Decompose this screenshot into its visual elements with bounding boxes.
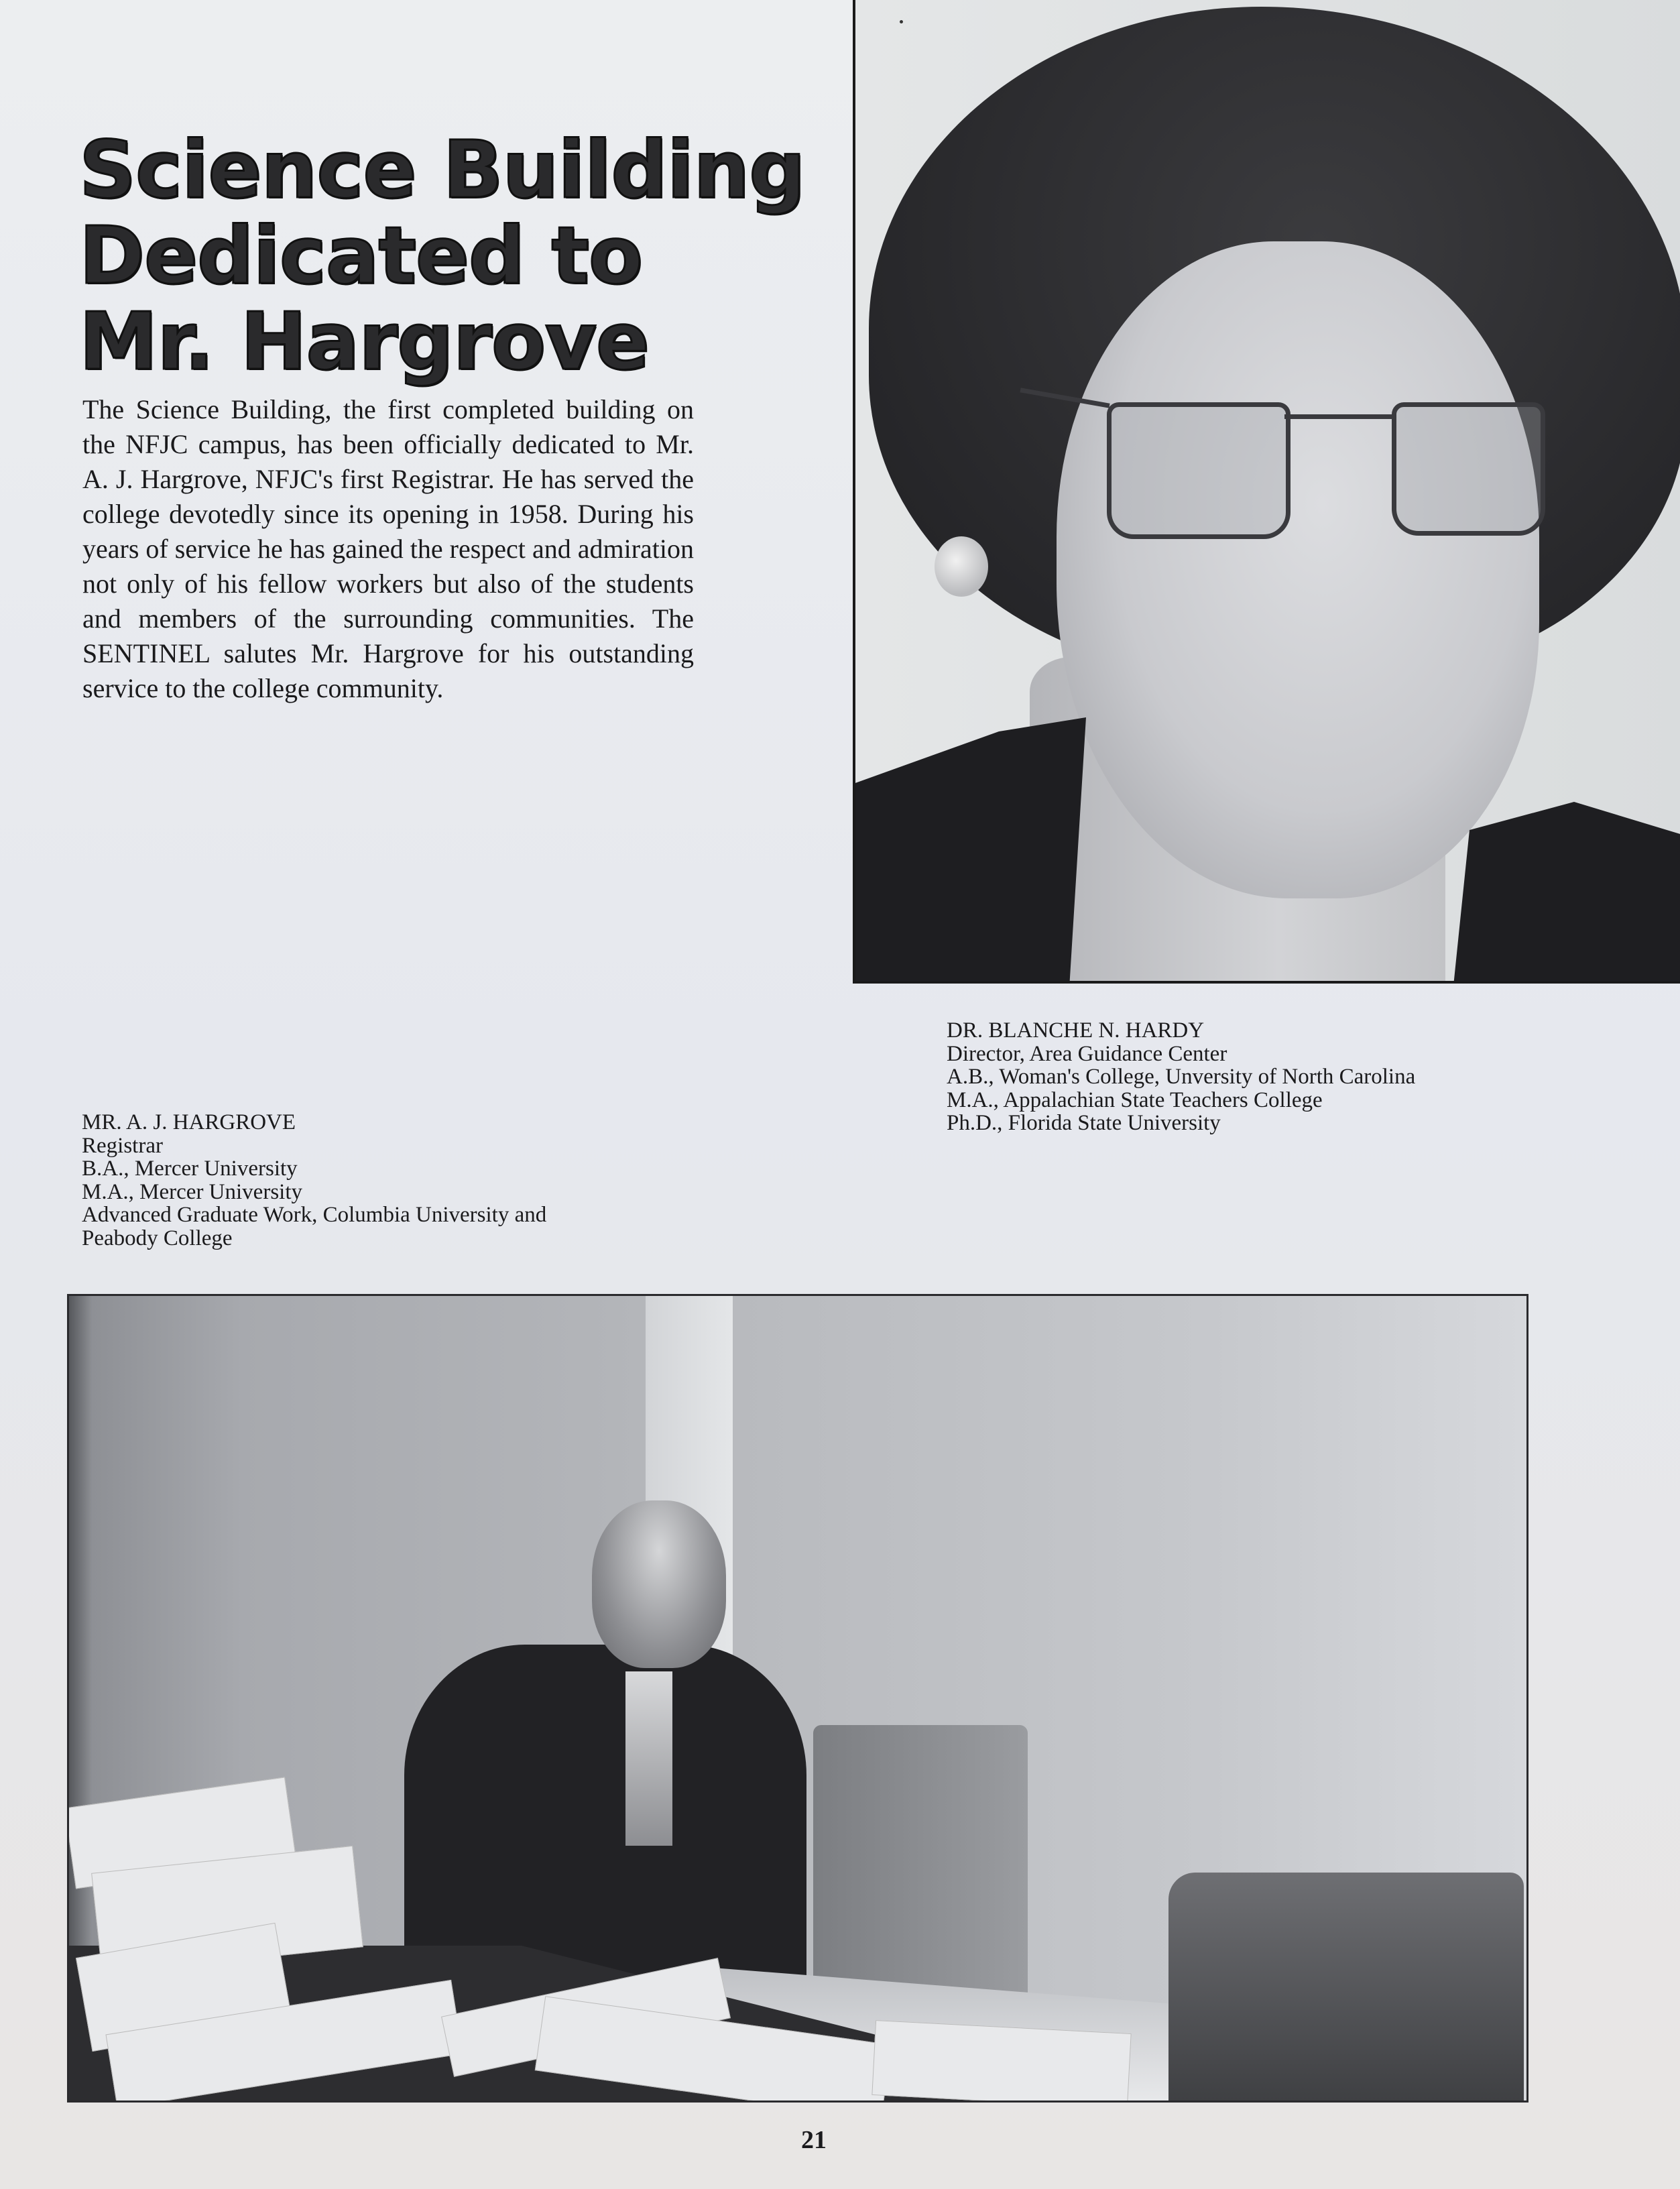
caption-line: Registrar	[82, 1133, 163, 1158]
title-line: Dedicated to	[79, 209, 642, 302]
caption-line: M.A., Mercer University	[82, 1179, 303, 1204]
glasses-icon	[1107, 402, 1291, 539]
portrait-photo-hardy	[853, 0, 1680, 984]
caption-line: Director, Area Guidance Center	[947, 1041, 1227, 1066]
article-title	[79, 123, 805, 388]
caption-line: Advanced Graduate Work, Columbia University and	[82, 1203, 547, 1227]
caption-line: M.A., Appalachian State Teachers College	[947, 1087, 1323, 1112]
caption-line: Ph.D., Florida State University	[947, 1111, 1221, 1135]
earring-icon	[935, 536, 988, 597]
article-body: The Science Building, the first completed building on the NFJC campus, has been officially dedicated to Mr. A. J. Hargrove, NFJC's first Registrar. He has served the college devotedly since its opening in 1958. During his years of service he has gained the respect and admiration not only of his fellow workers but also of the students and members of the surrounding communities. The SENTINEL salutes Mr. Hargrove for his outstanding service to the college community.	[82, 394, 694, 703]
caption-line: B.A., Mercer University	[82, 1157, 298, 1181]
caption-line: A.B., Woman's College, Unversity of North Carolina	[947, 1065, 1416, 1089]
page-number: 21	[801, 2126, 827, 2154]
man-head	[592, 1500, 726, 1668]
desk-photo-hargrove	[67, 1294, 1528, 2103]
portrait-face	[1057, 241, 1539, 898]
title-line: Science Building	[79, 123, 805, 217]
caption-name: MR. A. J. HARGROVE	[82, 1110, 296, 1134]
office-chair	[813, 1725, 1028, 2013]
caption-hargrove	[82, 1111, 546, 1250]
caption-line: Peabody College	[82, 1226, 233, 1250]
typewriter	[1168, 1873, 1524, 2101]
glasses-icon	[1392, 402, 1545, 536]
caption-hardy	[947, 1019, 1415, 1135]
title-line: Mr. Hargrove	[79, 295, 649, 388]
caption-name: DR. BLANCHE N. HARDY	[947, 1018, 1205, 1043]
